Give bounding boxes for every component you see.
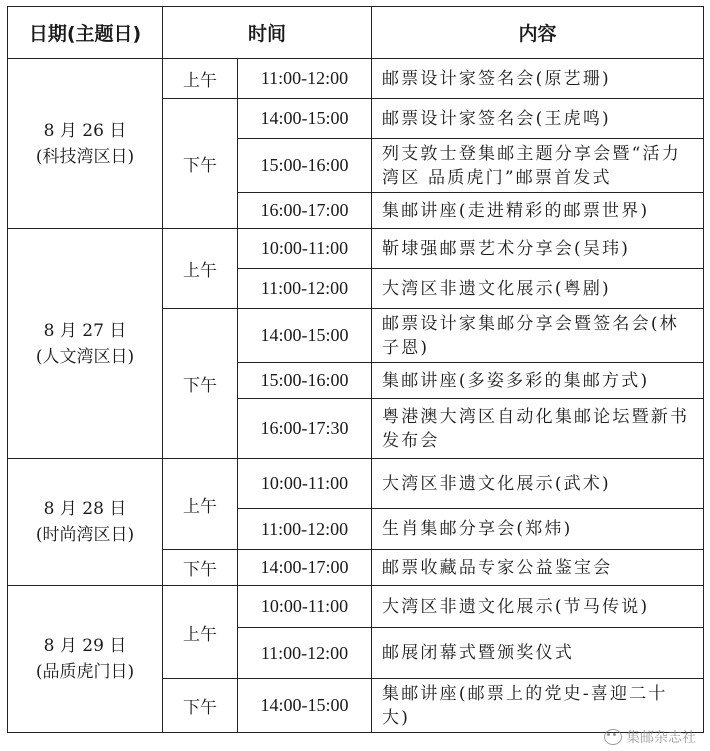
time-cell: 11:00-12:00 <box>238 269 372 309</box>
time-cell: 15:00-16:00 <box>238 363 372 399</box>
table-row <box>8 229 704 269</box>
content-cell: 邮票收藏品专家公益鉴宝会 <box>372 550 704 586</box>
period-morning: 上午 <box>163 229 238 309</box>
header-content: 内容 <box>372 7 704 59</box>
theme-label: (科技湾区日) <box>35 146 135 167</box>
time-cell: 16:00-17:30 <box>238 399 372 459</box>
content-cell: 邮展闭幕式暨颁奖仪式 <box>372 628 704 679</box>
time-cell: 14:00-15:00 <box>238 99 372 139</box>
watermark <box>604 727 696 747</box>
wechat-icon <box>604 729 622 745</box>
time-cell: 14:00-15:00 <box>238 309 372 363</box>
period-afternoon: 下午 <box>163 679 238 733</box>
period-afternoon: 下午 <box>163 309 238 459</box>
time-cell: 10:00-11:00 <box>238 229 372 269</box>
period-morning: 上午 <box>163 459 238 550</box>
period-afternoon: 下午 <box>163 550 238 586</box>
content-cell: 集邮讲座(多姿多彩的集邮方式) <box>372 363 704 399</box>
watermark-text: 集邮杂志社 <box>626 730 696 746</box>
theme-label: (品质虎门日) <box>35 662 135 682</box>
theme-label: (人文湾区日) <box>35 346 135 367</box>
table-header-row <box>8 7 704 59</box>
date-label: 8 月 28 日 <box>43 499 127 519</box>
time-cell: 10:00-11:00 <box>238 459 372 509</box>
time-cell: 11:00-12:00 <box>238 509 372 550</box>
time-cell: 11:00-12:00 <box>238 59 372 99</box>
period-morning: 上午 <box>163 586 238 679</box>
content-cell: 大湾区非遗文化展示(节马传说) <box>372 586 704 628</box>
period-afternoon: 下午 <box>163 99 238 229</box>
schedule-body <box>8 59 704 733</box>
date-label: 8 月 27 日 <box>43 320 127 341</box>
content-cell: 集邮讲座(走进精彩的邮票世界) <box>372 193 704 229</box>
date-cell <box>8 59 163 229</box>
time-cell: 16:00-17:00 <box>238 193 372 229</box>
time-cell: 11:00-12:00 <box>238 628 372 679</box>
date-cell <box>8 229 163 459</box>
content-cell: 邮票设计家签名会(原艺珊) <box>372 59 704 99</box>
content-cell: 列支敦士登集邮主题分享会暨“活力湾区 品质虎门”邮票首发式 <box>372 139 704 193</box>
content-cell: 大湾区非遗文化展示(粤剧) <box>372 269 704 309</box>
content-cell: 生肖集邮分享会(郑炜) <box>372 509 704 550</box>
schedule-table <box>7 6 704 733</box>
content-cell: 邮票设计家集邮分享会暨签名会(林子恩) <box>372 309 704 363</box>
content-cell: 集邮讲座(邮票上的党史-喜迎二十大) <box>372 679 704 733</box>
content-cell: 邮票设计家签名会(王虎鸣) <box>372 99 704 139</box>
date-label: 8 月 26 日 <box>43 120 127 141</box>
theme-label: (时尚湾区日) <box>35 525 135 545</box>
date-cell <box>8 586 163 733</box>
table-row <box>8 59 704 99</box>
time-cell: 15:00-16:00 <box>238 139 372 193</box>
time-cell: 14:00-17:00 <box>238 550 372 586</box>
content-cell: 大湾区非遗文化展示(武术) <box>372 459 704 509</box>
period-morning: 上午 <box>163 59 238 99</box>
time-cell: 14:00-15:00 <box>238 679 372 733</box>
header-time: 时间 <box>163 7 372 59</box>
header-date: 日期(主题日) <box>8 7 163 59</box>
date-cell <box>8 459 163 586</box>
table-row <box>8 586 704 628</box>
content-cell: 粤港澳大湾区自动化集邮论坛暨新书发布会 <box>372 399 704 459</box>
date-label: 8 月 29 日 <box>43 636 127 656</box>
table-row <box>8 459 704 509</box>
content-cell: 靳埭强邮票艺术分享会(吴玮) <box>372 229 704 269</box>
time-cell: 10:00-11:00 <box>238 586 372 628</box>
